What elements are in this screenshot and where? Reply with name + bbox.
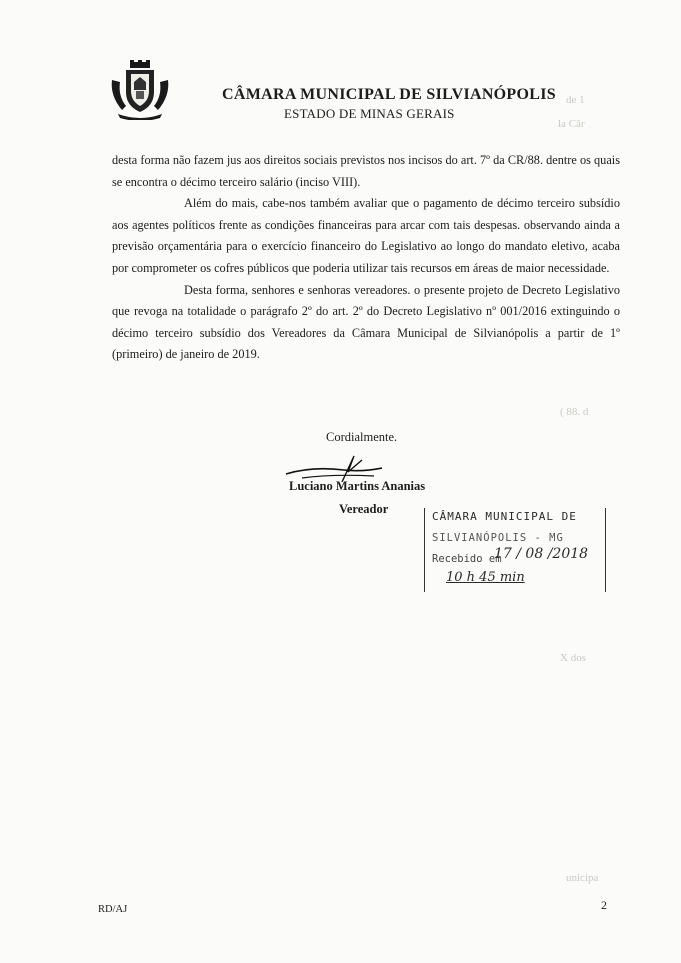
stamp-city: SILVIANÓPOLIS - MG	[432, 532, 564, 544]
stamp-handwritten-time: 10 h 45 min	[446, 570, 525, 585]
stamp-border	[424, 508, 428, 592]
bleed-through-mark: de 1	[566, 94, 585, 106]
signer-name: Luciano Martins Ananias	[289, 479, 426, 493]
signer-role: Vereador	[339, 502, 389, 516]
stamp-received-date: 17 / 08 /2018	[494, 546, 589, 562]
bleed-through-mark: ( 88. d	[560, 406, 589, 418]
bleed-through-mark: la Câr	[558, 118, 585, 130]
bleed-through-mark: X dos	[560, 652, 586, 664]
paragraph-3: Desta forma, senhores e senhoras vereadores. o presente projeto de Decreto Legislativo que revoga na totalidade o parágrafo 2º do art. 2º do Decreto Legislativo nº 001/2016 extinguindo o décimo terceiro subsídio dos Vereadores da Câmara Municipal de Silvianópolis a partir de 1º (primeiro) de janeiro de 2019.	[112, 282, 620, 362]
paragraph-2: Além do mais, cabe-nos também avaliar que o pagamento de décimo terceiro subsídio aos agentes políticos frente as condições financeiras para arcar com tais despesas. observando ainda a previsão orçamentária para o exercício financeiro do Legislativo ao longo do mandato eletivo, acaba por comprometer os cofres públicos que poderia utilizar tais recursos em áreas de maior necessidade.	[112, 196, 620, 275]
bleed-through-mark: unicipa	[566, 872, 599, 884]
header-subtitle: ESTADO DE MINAS GERAIS	[284, 106, 455, 121]
body-text	[112, 150, 620, 366]
stamp-institution: CÂMARA MUNICIPAL DE	[432, 510, 577, 523]
municipal-coat-of-arms-icon	[108, 60, 172, 120]
paragraph-1: desta forma não fazem jus aos direitos sociais previstos nos incisos do art. 7º da CR/88. dentre os quais se encontra o décimo terceiro salário (inciso VIII).	[112, 153, 620, 189]
receipt-stamp	[424, 502, 606, 614]
page-number: 2	[601, 898, 607, 912]
closing-salutation: Cordialmente.	[326, 430, 398, 444]
stamp-received-label: Recebido em	[432, 553, 502, 565]
footer-initials: RD/AJ	[98, 904, 128, 915]
stamp-border	[602, 508, 606, 592]
header-title: CÂMARA MUNICIPAL DE SILVIANÓPOLIS	[222, 86, 556, 103]
